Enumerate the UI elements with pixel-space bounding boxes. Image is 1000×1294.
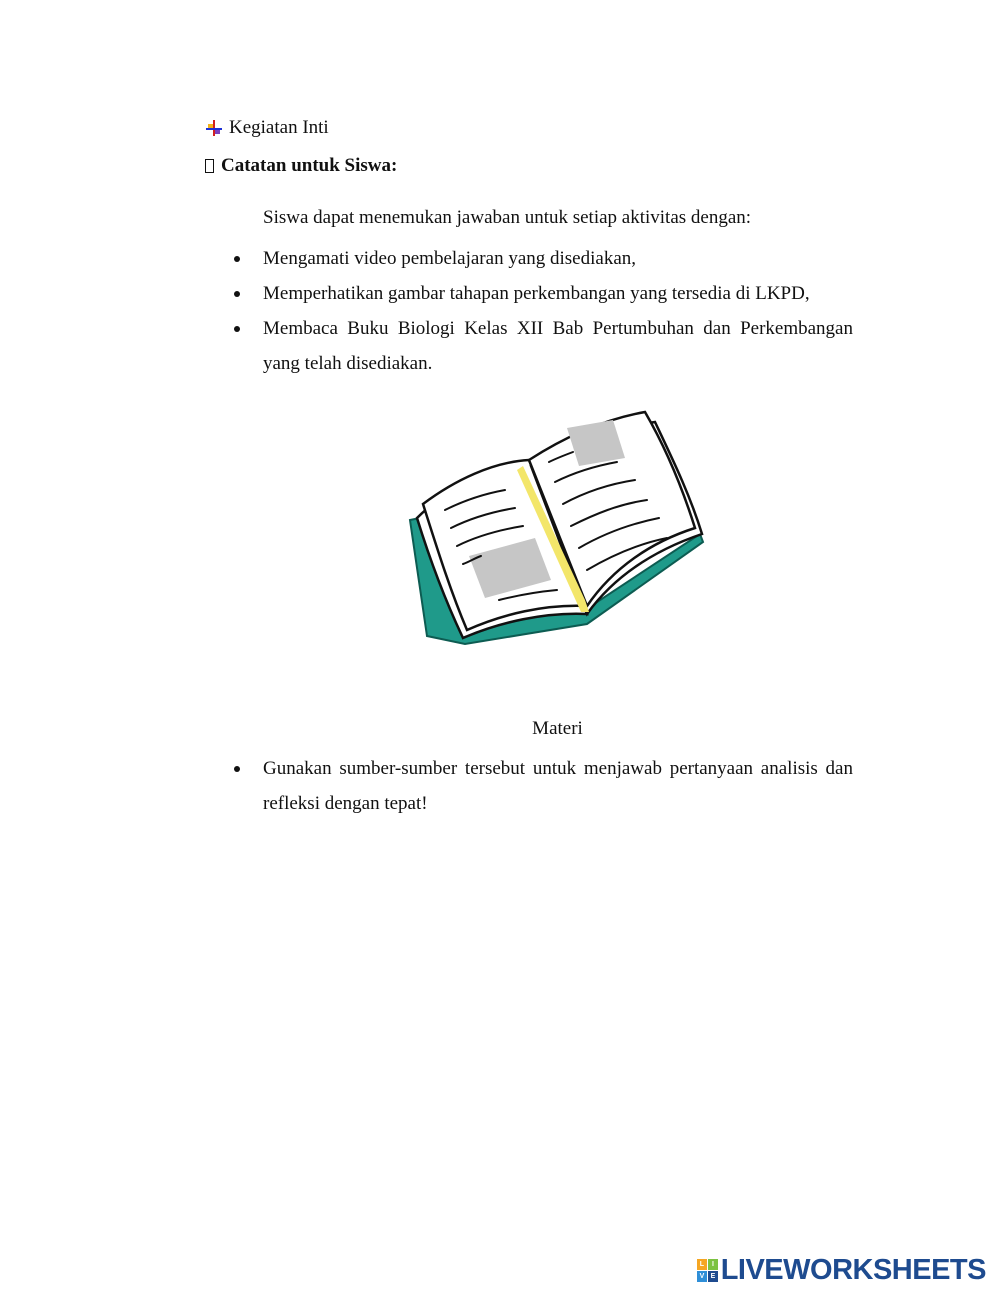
list-item-text: Gunakan sumber-sumber tersebut untuk menjawab pertanyaan analisis dan refleksi dengan tepat! [263,758,853,814]
list-item [230,241,853,276]
logo-letter: E [708,1271,718,1282]
logo-letter: I [708,1259,718,1270]
square-bullet-icon [205,159,214,173]
closing-list [230,751,853,821]
logo-letter: V [697,1271,707,1282]
list-item [230,276,853,311]
list-item-text: Membaca Buku Biologi Kelas XII Bab Pertumbuhan dan Perkembangan yang telah disediakan. [263,318,853,374]
bullet-dot-icon [234,291,240,297]
arrow-bullet-icon [205,119,223,137]
bullet-dot-icon [234,256,240,262]
activity-list [230,241,853,381]
list-item [230,311,853,381]
intro-text: Siswa dapat menemukan jawaban untuk setiap aktivitas dengan: [263,207,752,228]
section-heading-kegiatan-inti [205,117,329,139]
logo-letter: L [697,1259,707,1270]
list-item [230,751,853,821]
image-caption: Materi [532,718,583,739]
heading-text: Catatan untuk Siswa: [221,155,398,176]
logo-grid-icon [697,1259,718,1282]
heading-text: Kegiatan Inti [229,117,329,138]
list-item-text: Memperhatikan gambar tahapan perkembangan yang tersedia di LKPD, [263,283,810,304]
list-item-text: Mengamati video pembelajaran yang disediakan, [263,248,637,269]
logo-text: LIVEWORKSHEETS [720,1254,986,1286]
section-heading-catatan [205,155,397,177]
bullet-dot-icon [234,326,240,332]
open-book-illustration [405,400,710,650]
bullet-dot-icon [234,766,240,772]
liveworksheets-logo[interactable] [697,1254,986,1287]
